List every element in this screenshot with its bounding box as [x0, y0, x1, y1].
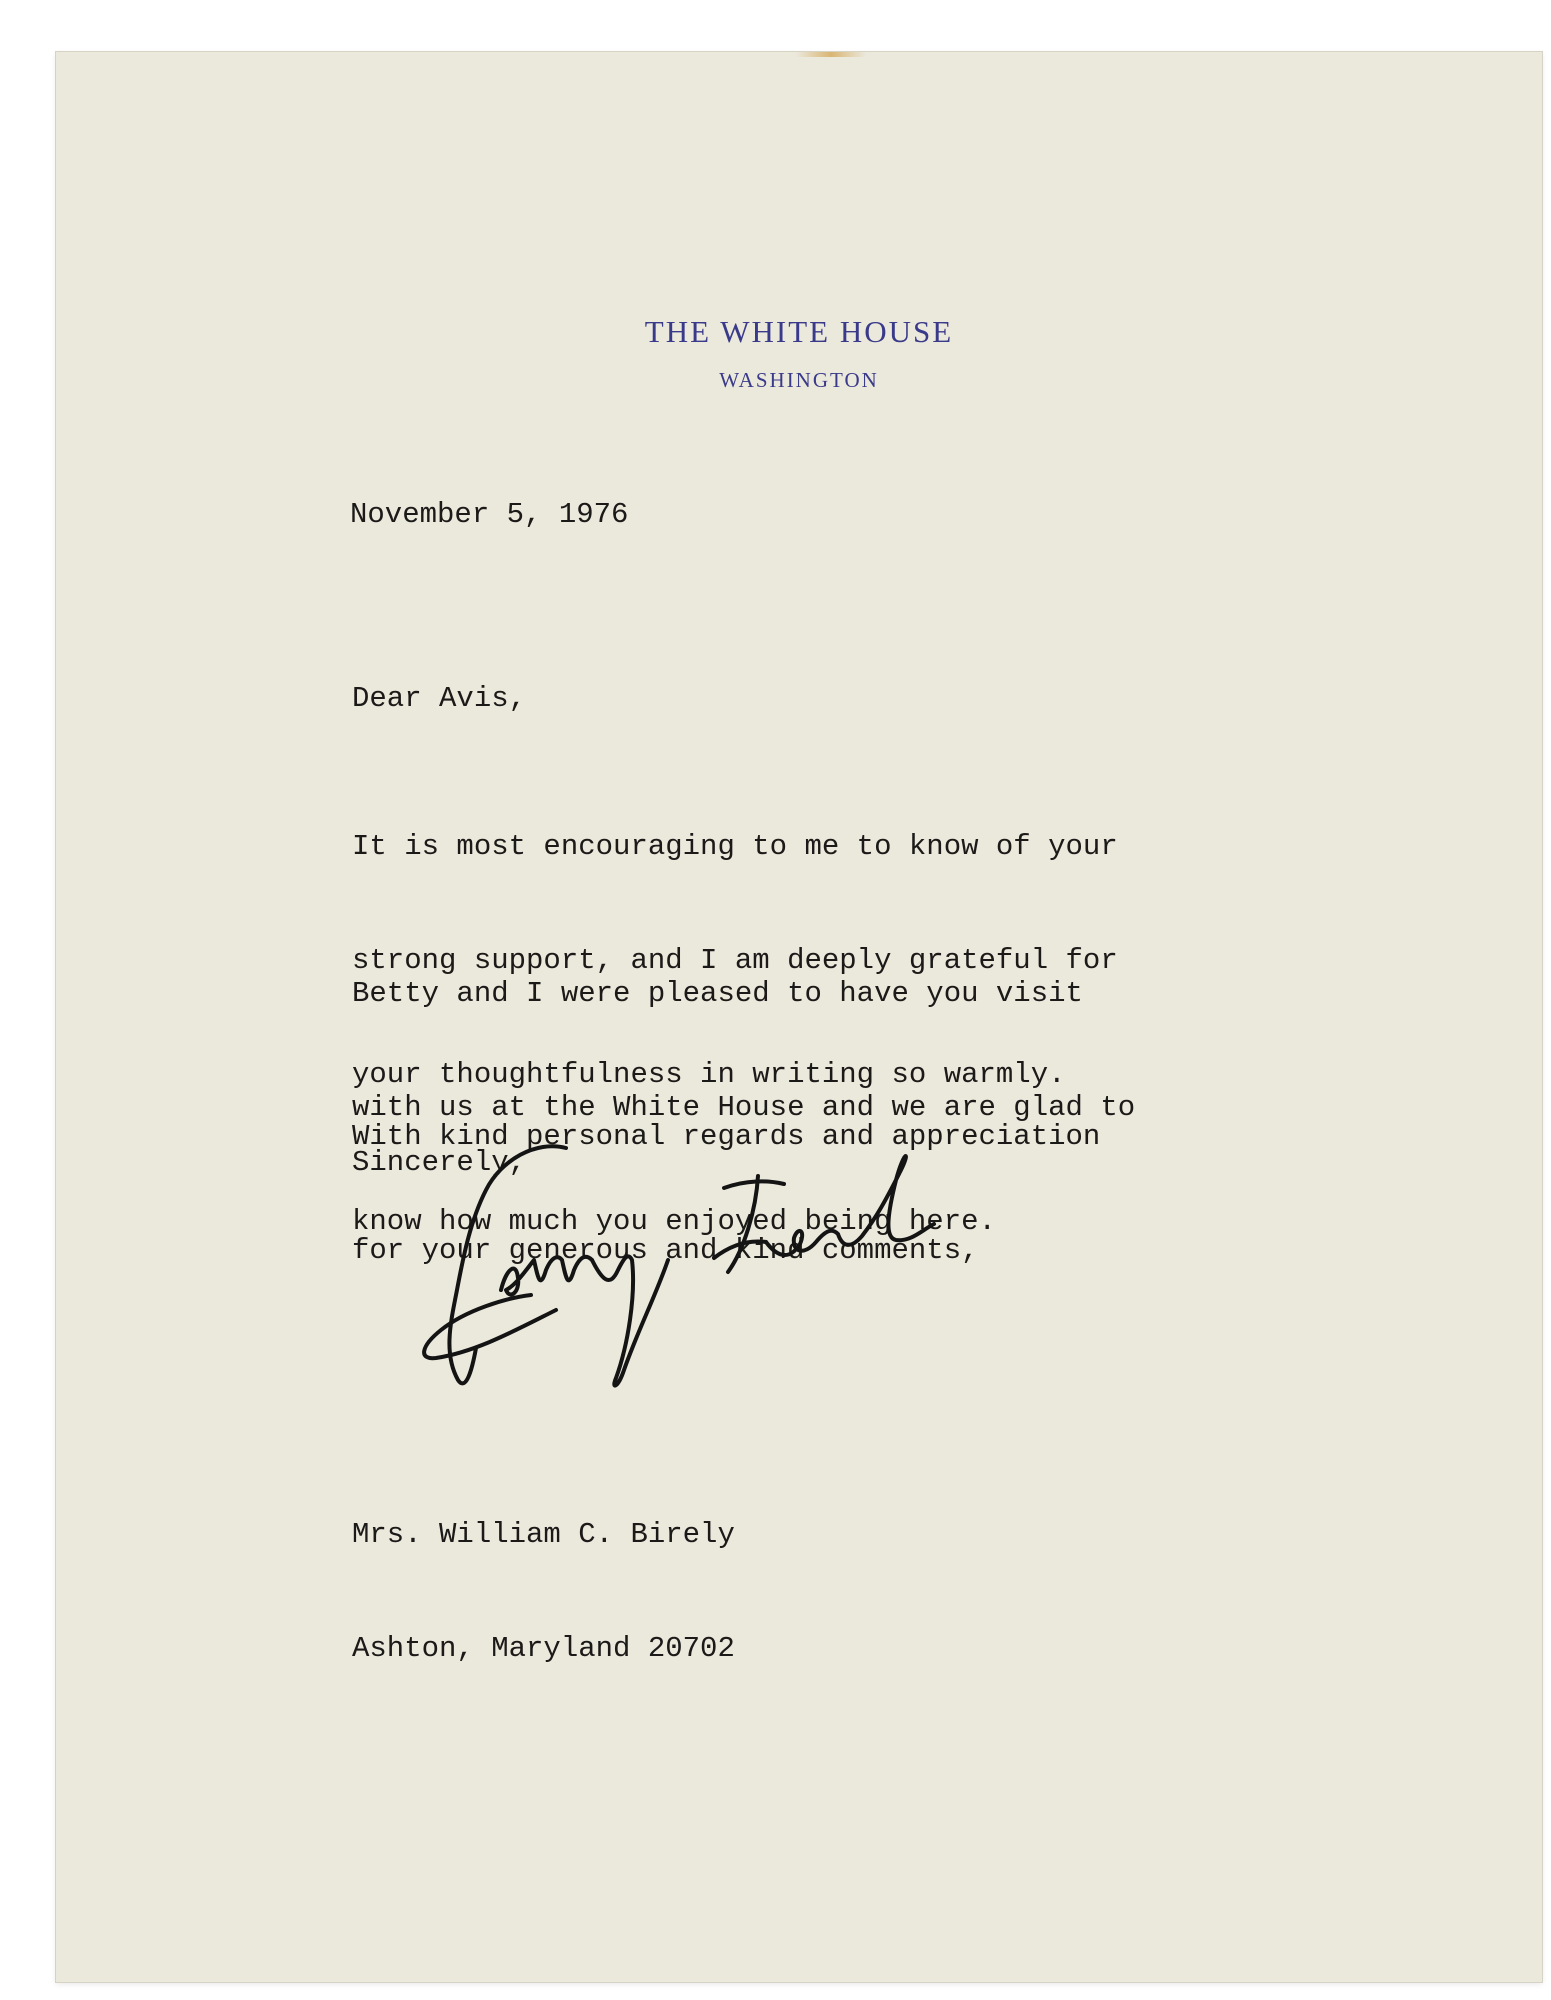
paragraph-2-line-1: Betty and I were pleased to have you visit — [352, 977, 1083, 1010]
paper-smudge — [796, 52, 866, 57]
paragraph-1-line-1: It is most encouraging to me to know of your — [352, 830, 1118, 863]
recipient-block — [352, 1440, 735, 1744]
letter-sheet — [56, 52, 1542, 1982]
paragraph-1-line-3: your thoughtfulness in writing so warmly. — [352, 1058, 1066, 1091]
handwritten-signature — [406, 1120, 1126, 1420]
paragraph-1-line-2: strong support, and I am deeply grateful for — [352, 944, 1118, 977]
paragraph-2-line-2: with us at the White House and we are glad to — [352, 1091, 1136, 1124]
paragraph-3-line-1: With kind personal regards and appreciation — [352, 1120, 1101, 1153]
letterhead-city: WASHINGTON — [719, 368, 879, 392]
letter-date: November 5, 1976 — [350, 498, 629, 531]
closing: Sincerely, — [352, 1146, 527, 1179]
paragraph-2-line-3: know how much you enjoyed being here. — [352, 1205, 996, 1238]
recipient-address: Ashton, Maryland 20702 — [352, 1632, 735, 1665]
salutation: Dear Avis, — [352, 682, 527, 715]
recipient-name: Mrs. William C. Birely — [352, 1518, 735, 1551]
paragraph-3-line-2: for your generous and kind comments, — [352, 1234, 979, 1267]
letterhead-title: THE WHITE HOUSE — [644, 314, 954, 349]
